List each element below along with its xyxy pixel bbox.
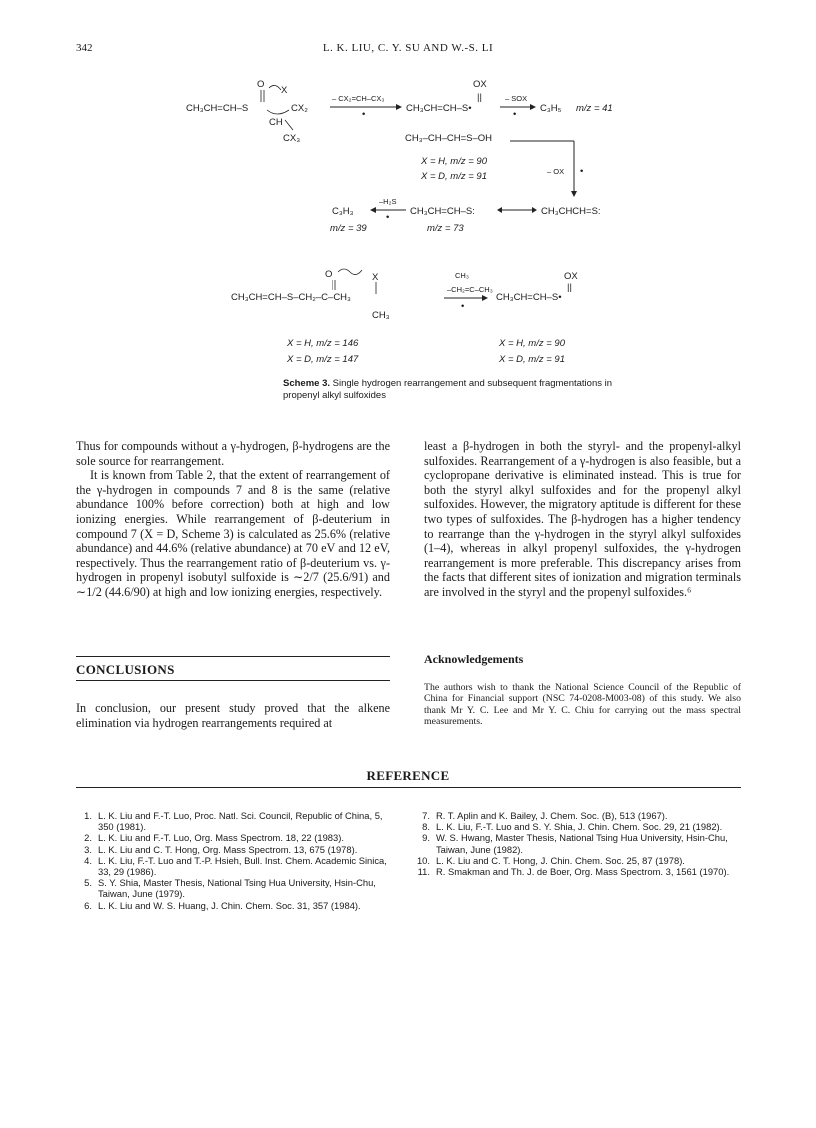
- r3-c3h3: C₃H₃: [332, 206, 354, 217]
- r3-mid: CH₃CH=CH–S:: [410, 206, 475, 217]
- r4-mz-h-right: X = H, m/z = 90: [499, 338, 565, 349]
- reference-item: 8. L. K. Liu, F.-T. Luo and S. Y. Shia, J. Chin. Chem. Soc. 29, 21 (1982).: [422, 821, 723, 833]
- r2-mz-h: X = H, m/z = 90: [421, 156, 487, 167]
- r2-mz-d: X = D, m/z = 91: [421, 171, 487, 182]
- reference-item: 10. L. K. Liu and C. T. Hong, J. Chin. Chem. Soc. 25, 87 (1978).: [416, 854, 685, 866]
- reference-item: 3. L. K. Liu and C. T. Hong, Org. Mass Spectrom. 13, 675 (1978).: [84, 843, 358, 855]
- reference-item: 5. S. Y. Shia, Master Thesis, National Tsing Hua University, Hsin-Chu, Taiwan, June (1979).: [84, 877, 376, 900]
- r4-oxygen: O: [325, 269, 333, 280]
- reference-item: 9. W. S. Hwang, Master Thesis, National Tsing Hua University, Hsin-Chu, Taiwan, June (1982).: [422, 832, 728, 855]
- r4-mz-d-right: X = D, m/z = 91: [499, 354, 565, 365]
- references-heading: REFERENCE: [366, 768, 450, 783]
- r3-mid-mz: m/z = 73: [427, 223, 464, 234]
- r4-arrow: [444, 294, 488, 302]
- conclusions-heading: CONCLUSIONS: [76, 662, 175, 677]
- r3-resonance-arrow: [497, 206, 537, 214]
- r4-mz-d-left: X = D, m/z = 147: [287, 354, 359, 365]
- r2-side-arrow: [510, 137, 580, 199]
- r1-arrow2-label: – SOX: [505, 94, 528, 103]
- r4-x: X: [372, 272, 379, 283]
- reference-item: 1. L. K. Liu and F.-T. Luo, Proc. Natl. Sci. Council, Republic of China, 5, 350 (1981).: [84, 810, 383, 833]
- caption-text: Single hydrogen rearrangement and subsequent fragmentations in propenyl alkyl sulfoxides: [283, 378, 613, 401]
- r3-dot: •: [386, 212, 390, 223]
- reference-item: 4. L. K. Liu, F.-T. Luo and T.-P. Hsieh, Bull. Inst. Chem. Academic Sinica, 33, 29 (1986).: [84, 854, 387, 878]
- r4-ch3-top: CH₃: [455, 271, 469, 280]
- r1-arrow1-label: – CX₂=CH–CX₃: [332, 94, 385, 103]
- r1-arrow1: [330, 103, 402, 111]
- ack-text: The authors wish to thank the National Science Council of the Republic of China for Financial support (NSC 74-0208-M003-08) of this study. We also thank Mr Y. C. Lee and Mr Y. C. Chiu for carrying out the mass spectral measurements.: [424, 682, 741, 728]
- references-right: [414, 810, 742, 877]
- scheme-caption: [283, 378, 613, 402]
- r3-c3h3-mz: m/z = 39: [330, 223, 367, 234]
- r1-bond-lines: [255, 84, 305, 136]
- left-column: [76, 439, 390, 600]
- r1-reactant: CH₃CH=CH–S: [186, 103, 249, 114]
- caption-label: Scheme 3.: [283, 378, 330, 389]
- r4-ch3-bottom: CH₃: [372, 310, 390, 321]
- r2-side-dot: •: [580, 166, 584, 177]
- r1-dot1: •: [362, 109, 366, 120]
- r1-ch: CH: [269, 117, 283, 128]
- r1-arrow2: [500, 103, 536, 111]
- r2-product: CH₃–CH–CH=S–OH: [405, 133, 493, 144]
- conclusions-rule-top: [76, 656, 390, 657]
- r3-right: CH₃CHCH=S:: [541, 206, 601, 217]
- r1-x: X: [281, 85, 288, 96]
- r1-fragment: C₃H₅: [540, 103, 562, 114]
- r2-side-label: – OX: [547, 167, 565, 176]
- references-left: [76, 810, 392, 911]
- r4-product: CH₃CH=CH–S•: [496, 292, 562, 303]
- ack-heading: Acknowledgements: [424, 652, 524, 666]
- reference-item: 6. L. K. Liu and W. S. Huang, J. Chin. Chem. Soc. 31, 357 (1984).: [84, 899, 361, 911]
- reference-item: 2. L. K. Liu and F.-T. Luo, Org. Mass Spectrom. 18, 22 (1983).: [84, 832, 344, 844]
- r4-arrow-label: –CH₂=C–CH₃: [447, 285, 493, 294]
- running-header-authors: L. K. LIU, C. Y. SU AND W.-S. LI: [322, 42, 494, 54]
- conclusions-rule-bottom: [76, 680, 390, 681]
- page-number: 342: [76, 42, 93, 54]
- r4-ox: OX: [564, 271, 578, 282]
- conclusions-text: In conclusion, our present study proved that the alkene elimination via hydrogen rearrangements required at: [76, 701, 390, 730]
- r1-cx3: CX₃: [283, 133, 301, 144]
- left-paragraph-1: Thus for compounds without a γ-hydrogen, β-hydrogens are the sole source for rearrangement.: [76, 439, 390, 468]
- r1-product: CH₃CH=CH–S•: [406, 103, 472, 114]
- left-paragraph-2: It is known from Table 2, that the extent of rearrangement of the γ-hydrogen in compounds 7 and 8 is the same (relative abundance 100% before correction) both at high and low ionizing energies. While rearrangement of β-deuterium in compound 7 (X = D, Scheme 3) is calculated as 25.6% (relative abundance) and 44.6% (relative abundance) at 70 eV and 12 eV, respectively. Thus the rearrangement ratio of β-deuterium vs. γ-hydrogen in propenyl isobutyl sulfoxide is ∼2/7 (25.6/91) and ∼1/2 (44.6/90) at high and low ionizing energies, respectively.: [76, 468, 390, 599]
- r4-mz-h-left: X = H, m/z = 146: [287, 338, 359, 349]
- references-rule: [76, 787, 741, 788]
- right-column: [424, 439, 741, 600]
- r1-mz: m/z = 41: [576, 103, 613, 114]
- right-paragraph-1: least a β-hydrogen in both the styryl- and the propenyl-alkyl sulfoxides. Rearrangement of a γ-hydrogen is also feasible, but a cyclopropane derivative is eliminated instead. This is true for both the styryl alkyl sulfoxides and for the propenyl alkyl sulfoxides. However, the migratory aptitude is different for these two types of sulfoxides. The β-hydrogen has a higher tendency to rearrange than the γ-hydrogen in the styryl alkyl sulfoxides (1–4), whereas in alkyl propenyl sulfoxides, the γ-hydrogen rearrangement is more preferable. This discrepancy arises from the facts that different sites of ionization and migration terminals are involved in the styryl and the propenyl sulfoxides.⁶: [424, 439, 741, 599]
- r3-h2s-label: –H₂S: [379, 197, 397, 206]
- reference-item: 7. R. T. Aplin and K. Bailey, J. Chem. Soc. (B), 513 (1967).: [422, 810, 668, 821]
- r4-reactant: CH₃CH=CH–S–CH₂–C–CH₃: [231, 292, 351, 303]
- reference-item: 11. R. Smakman and Th. J. de Boer, Org. Mass Spectrom. 3, 1561 (1970).: [417, 866, 730, 878]
- r1-dot2: •: [513, 109, 517, 120]
- r1-ox: OX: [473, 79, 487, 90]
- r4-dot: •: [461, 301, 465, 312]
- r1-cx2: CX₂: [291, 103, 308, 114]
- r1-oxygen: O: [257, 79, 265, 90]
